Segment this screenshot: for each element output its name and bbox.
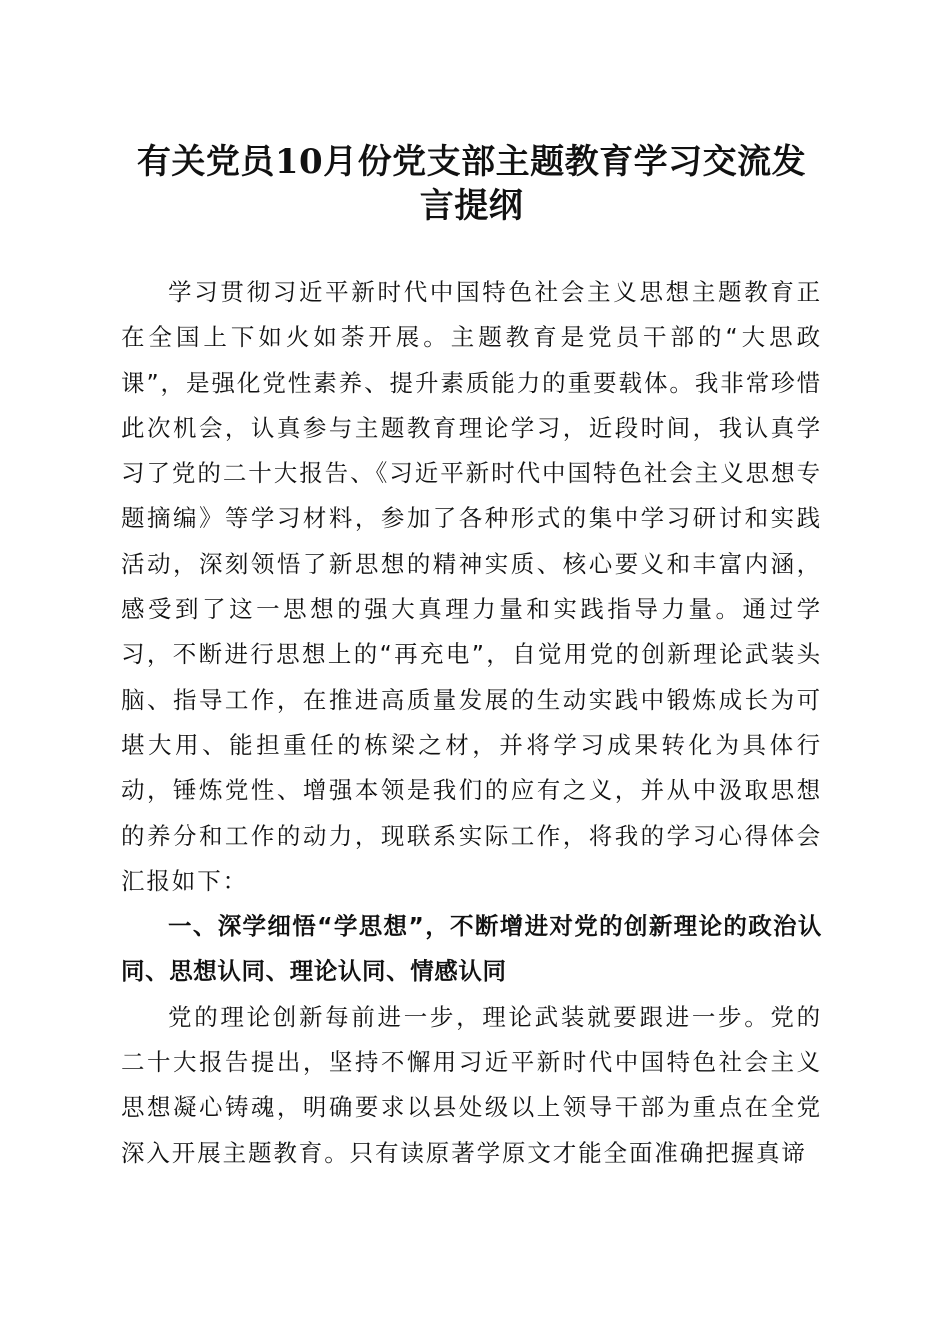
intro-paragraph: 学习贯彻习近平新时代中国特色社会主义思想主题教育正在全国上下如火如荼开展。主题教育是党员干部的“大思政课”，是强化党性素养、提升素质能力的重要载体。我非常珍惜此次机会，认真参与主题教育理论学习，近段时间，我认真学习了党的二十大报告、《习近平新时代中国特色社会主义思想专题摘编》等学习材料，参加了各种形式的集中学习研讨和实践活动，深刻领悟了新思想的精神实质、核心要义和丰富内涵，感受到了这一思想的强大真理力量和实践指导力量。通过学习，不断进行思想上的“再充电”，自觉用党的创新理论武装头脑、指导工作，在推进高质量发展的生动实践中锻炼成长为可堪大用、能担重任的栋梁之材，并将学习成果转化为具体行动，锤炼党性、增强本领是我们的应有之义，并从中汲取思想的养分和工作的动力，现联系实际工作，将我的学习心得体会汇报如下： xyxy=(121,278,822,895)
document-body xyxy=(121,270,822,1176)
section-1-paragraph: 党的理论创新每前进一步，理论武装就要跟进一步。党的二十大报告提出，坚持不懈用习近平新时代中国特色社会主义思想凝心铸魂，明确要求以县处级以上领导干部为重点在全党深入开展主题教育。只有读原著学原文才能全面准确把握真谛 xyxy=(121,1002,822,1167)
section-heading-1: 一、深学细悟“学思想”，不断增进对党的创新理论的政治认同、思想认同、理论认同、情感认同 xyxy=(121,912,822,986)
document-title: 有关党员10月份党支部主题教育学习交流发言提纲 xyxy=(136,142,807,226)
